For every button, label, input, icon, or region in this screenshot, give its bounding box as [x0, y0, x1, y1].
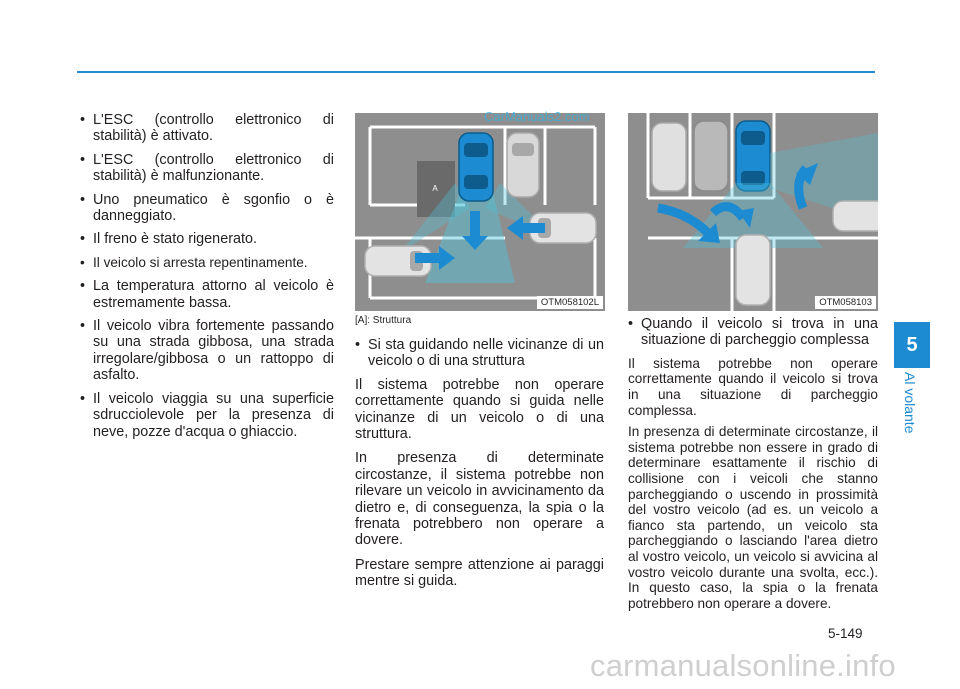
page-number: 5-149 [828, 626, 863, 641]
list-item: • La temperatura attorno al veicolo è estremamente bassa. [80, 278, 334, 311]
figure-code: OTM058102L [537, 296, 603, 309]
parked-vehicle [652, 123, 686, 191]
chapter-number: 5 [894, 322, 930, 368]
list-item: • Si sta guidando nelle vicinanze di un veicolo o di una struttura [355, 337, 604, 370]
list-item: • L'ESC (controllo elettronico di stabilità) è attivato. [80, 112, 334, 145]
complex-parking-diagram [628, 113, 878, 311]
vehicle-rear [736, 235, 770, 305]
left-column [80, 112, 334, 447]
middle-column [355, 315, 604, 598]
right-column [628, 316, 878, 617]
chapter-title: Al volante [902, 372, 918, 434]
list-item: • L'ESC (controllo elettronico di stabilità) è malfunzionante. [80, 152, 334, 185]
header-rule [77, 71, 875, 73]
list-item: • Il freno è stato rigenerato. [80, 231, 334, 247]
list-item: • Il veicolo viaggia su una superficie sdrucciolevole per la presenza di neve, pozze d'acqua o ghiaccio. [80, 391, 334, 440]
watermark-bottom: carmanualsonline.info [590, 648, 896, 683]
middle-bullet-list [355, 337, 604, 370]
figure-caption: [A]: Struttura [355, 315, 412, 326]
figure-structure-illustration [355, 113, 605, 311]
condition-list [80, 112, 334, 440]
paragraph: In presenza di determinate circostanze, il sistema potrebbe non essere in grado di determinare esattamente il rischio di collisione con i veicoli che stanno parcheggiando o uscendo in prossimità del vostro veicolo (ad es. un veicolo a fianco sta partendo, un veicolo sta parcheggiando o lasciando l'area dietro al vostro veicolo, un veicolo si avvicina al vostro veicolo durante una svolta, ecc.). In questo caso, la spia o la frenata potrebbero non operare a dovere. [628, 424, 878, 611]
parking-structure-diagram [355, 113, 605, 311]
right-bullet-list [628, 316, 878, 349]
structure-a-label: A [432, 184, 438, 193]
figure-code: OTM058103 [815, 296, 876, 309]
paragraph: In presenza di determinate circostanze, il sistema potrebbe non rilevare un veicolo in avvicinamento da dietro e, di conseguenza, la spia o la frenata potrebbero non operare a dovere. [355, 450, 604, 549]
paragraph: Il sistema potrebbe non operare correttamente quando si guida nelle vicinanze di un veicolo o di una struttura. [355, 376, 604, 443]
list-item: • Il veicolo si arresta repentinamente. [80, 255, 334, 271]
list-item: • Uno pneumatico è sgonfio o è danneggiato. [80, 192, 334, 225]
parked-vehicle [507, 133, 539, 197]
parked-vehicle [694, 121, 728, 191]
list-item: • Quando il veicolo si trova in una situazione di parcheggio complessa [628, 316, 878, 349]
figure-parking-illustration [628, 113, 878, 311]
vehicle-right [833, 201, 878, 231]
watermark-top: CarManuals2.com [484, 109, 590, 124]
list-item: • Il veicolo vibra fortemente passando su una strada gibbosa, una strada irregolare/gibbosa o un rattoppo di asfalto. [80, 318, 334, 384]
paragraph: Il sistema potrebbe non operare correttamente quando il veicolo si trova in una situazione di parcheggio complessa. [628, 355, 878, 418]
paragraph: Prestare sempre attenzione ai paraggi mentre si guida. [355, 556, 604, 590]
